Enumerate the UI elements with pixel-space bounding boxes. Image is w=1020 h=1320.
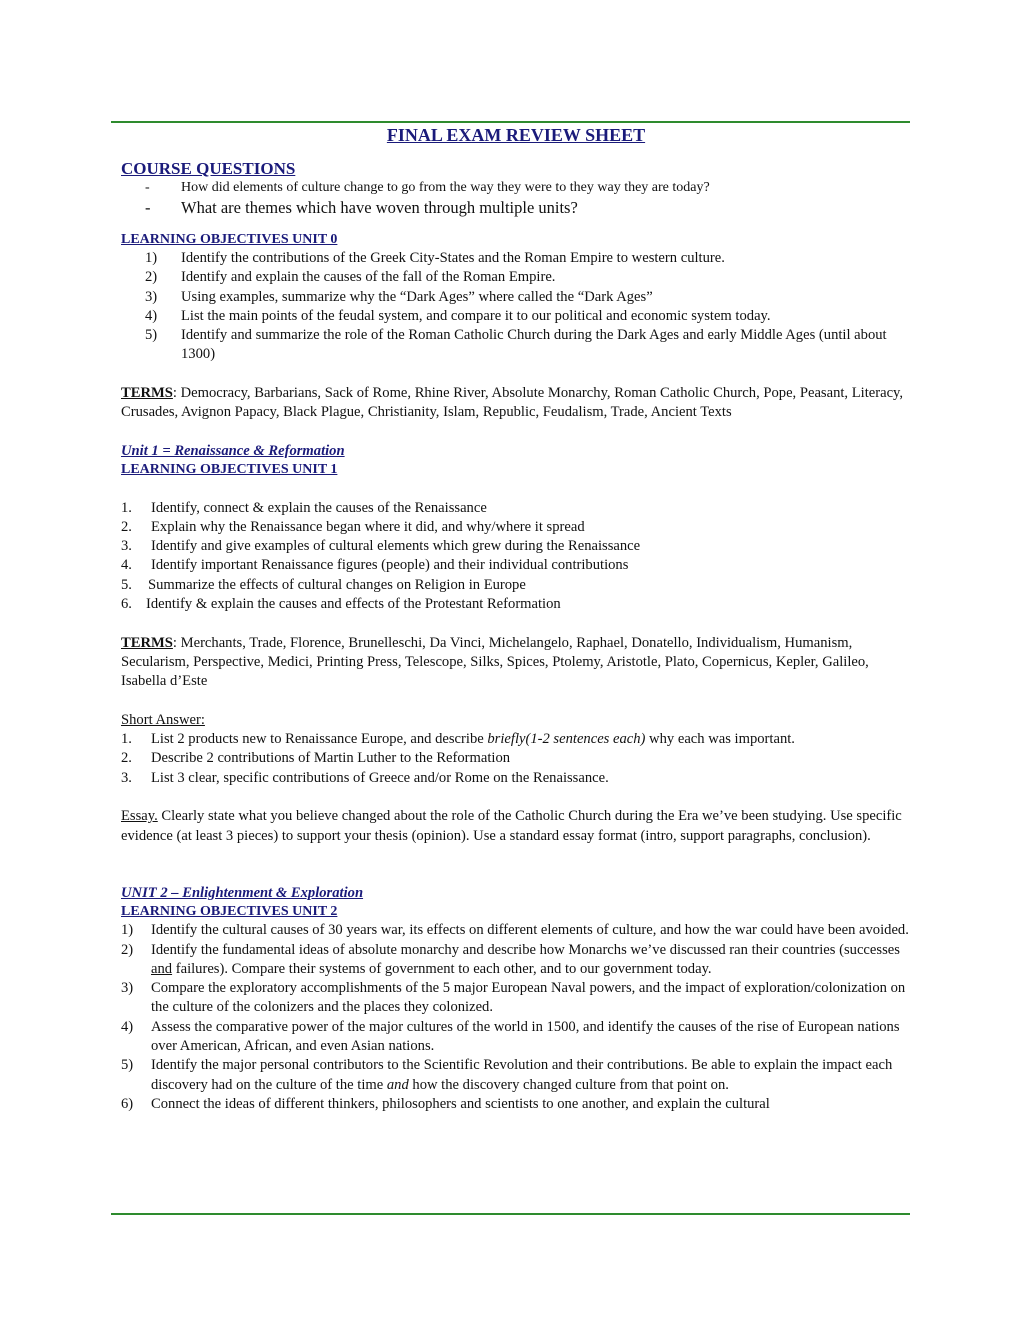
course-questions-heading: COURSE QUESTIONS [121, 159, 296, 178]
terms-label: TERMS [121, 634, 173, 651]
unit1-objective: 5. Summarize the effects of cultural changes on Religion in Europe [121, 576, 526, 593]
dash-marker: - [145, 198, 151, 217]
unit2-objective: 2) Identify the fundamental ideas of absolute monarchy and describe how Monarchs we’ve discussed ran their countries (successes and failures). Compare their systems of government to each other, and to our government today. [121, 941, 900, 977]
top-rule [111, 121, 910, 123]
unit1-terms: TERMS: Merchants, Trade, Florence, Brunelleschi, Da Vinci, Michelangelo, Raphael, Donatello, Individualism, Humanism, Secularism, Perspective, Medici, Printing Press, Telescope, Silks, Spices, Ptolemy, Aristotle, Plato, Copernicus, Kepler, Galileo, Isabella d’Este [121, 634, 869, 690]
dash-marker: - [145, 180, 150, 195]
document-page [121, 124, 911, 1114]
course-question: - What are themes which have woven through multiple units? [145, 198, 578, 217]
unit1-objective: 4. Identify important Renaissance figures (people) and their individual contributions [121, 557, 629, 574]
bottom-rule [111, 1213, 910, 1215]
unit1-objective-list [121, 499, 911, 615]
unit2-objectives-heading: LEARNING OBJECTIVES UNIT 2 [121, 904, 338, 920]
unit2-objective: 4) Assess the comparative power of the major cultures of the world in 1500, and identify the causes of the rise of European nations over American, African, and even Asian nations. [121, 1018, 900, 1054]
unit2-objective: 5) Identify the major personal contributors to the Scientific Revolution and their contributions. Be able to explain the impact each discovery had on the culture of the time and how the discovery changed culture from that point on. [121, 1057, 893, 1093]
unit1-objective: 6. Identify & explain the causes and effects of the Protestant Reformation [121, 596, 561, 613]
course-question: - How did elements of culture change to go from the way they were to they way they are today? [145, 180, 710, 195]
unit2-objective: 1) Identify the cultural causes of 30 years war, its effects on different elements of culture, and how the war could have been avoided. [121, 922, 909, 939]
unit2-title: UNIT 2 – Enlightenment & Exploration [121, 884, 364, 901]
terms-label: TERMS [121, 385, 173, 402]
unit1-objective: 1. Identify, connect & explain the causes of the Renaissance [121, 499, 487, 516]
unit0-objective: 2) Identify and explain the causes of the fall of the Roman Empire. [145, 269, 556, 286]
unit1-title: Unit 1 = Renaissance & Reformation [121, 442, 345, 459]
short-answer-item: 2. Describe 2 contributions of Martin Luther to the Reformation [121, 750, 511, 767]
unit0-terms: TERMS: Democracy, Barbarians, Sack of Rome, Rhine River, Absolute Monarchy, Roman Catholic Church, Pope, Peasant, Literacy, Crusades, Avignon Papacy, Black Plague, Christianity, Islam, Republic, Feudalism, Trade, Ancient Texts [121, 385, 904, 421]
short-answer-label: Short Answer: [121, 711, 205, 728]
unit0-objective: 5) Identify and summarize the role of the Roman Catholic Church during the Dark Ages and early Middle Ages (until about 1300) [145, 327, 887, 363]
essay-label: Essay. [121, 808, 158, 825]
unit0-objective: 4) List the main points of the feudal system, and compare it to our political and economic system today. [145, 307, 771, 324]
unit2-objective: 3) Compare the exploratory accomplishments of the 5 major European Naval powers, and the impact of exploration/colonization on the culture of the colonizers and the places they colonized. [121, 980, 906, 1016]
short-answer-item: 1. List 2 products new to Renaissance Europe, and describe briefly(1-2 sentences each) why each was important. [121, 731, 795, 748]
page-title: FINAL EXAM REVIEW SHEET [386, 125, 646, 145]
essay-prompt: Essay. Clearly state what you believe changed about the role of the Catholic Church during the Era we’ve been studying. Use specific evidence (at least 3 pieces) to support your thesis (opinion). Use a standard essay format (intro, support paragraphs, conclusion). [121, 808, 902, 844]
unit2-objective: 6) Connect the ideas of different thinkers, philosophers and scientists to one another, and explain the cultural [121, 1095, 770, 1112]
unit0-objective: 3) Using examples, summarize why the “Dark Ages” where called the “Dark Ages” [145, 288, 653, 305]
unit0-objectives-heading: LEARNING OBJECTIVES UNIT 0 [121, 232, 338, 247]
unit1-objective: 2. Explain why the Renaissance began where it did, and why/where it spread [121, 518, 585, 535]
short-answer-item: 3. List 3 clear, specific contributions of Greece and/or Rome on the Renaissance. [121, 769, 609, 786]
unit1-objectives-heading: LEARNING OBJECTIVES UNIT 1 [121, 462, 338, 478]
unit1-objective: 3. Identify and give examples of cultural elements which grew during the Renaissance [121, 538, 641, 555]
unit0-objective: 1) Identify the contributions of the Greek City-States and the Roman Empire to western culture. [145, 250, 725, 266]
